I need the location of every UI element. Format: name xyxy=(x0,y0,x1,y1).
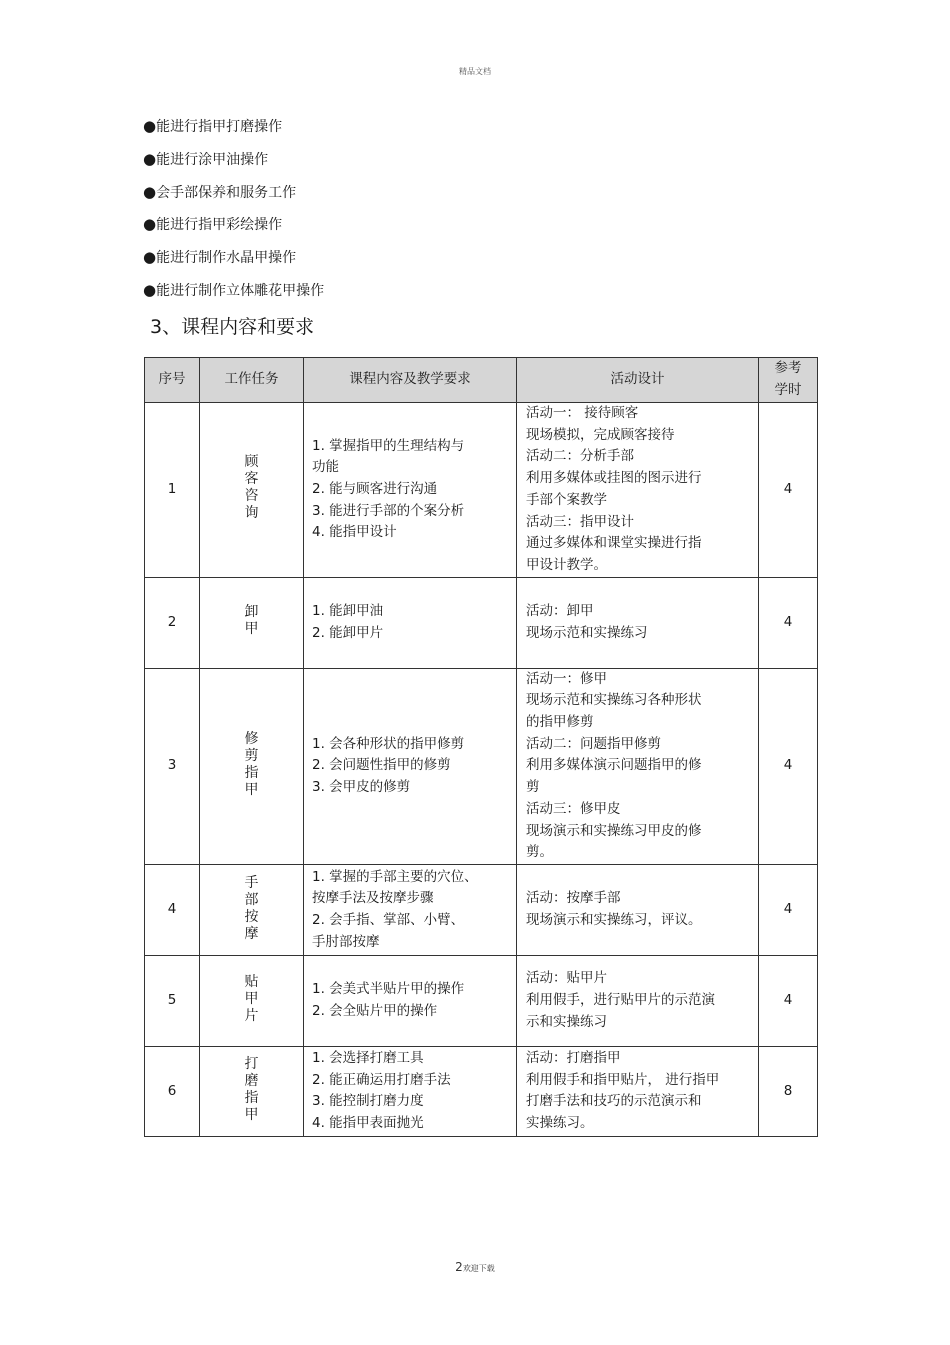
table-row xyxy=(145,955,818,1046)
objective-item: ●能进行涂甲油操作 xyxy=(143,149,269,168)
cell-content xyxy=(304,403,517,578)
activity-line: 实操练习。 xyxy=(526,1115,594,1132)
activity-line: 剪。 xyxy=(526,844,553,861)
bullet-icon: ● xyxy=(143,117,157,135)
activity-line: 活动：打磨指甲 xyxy=(526,1050,621,1067)
objective-item: ●能进行制作立体雕花甲操作 xyxy=(143,280,325,299)
objective-item: ●能进行指甲彩绘操作 xyxy=(143,215,283,234)
objective-list xyxy=(143,116,324,313)
cell-task xyxy=(200,864,304,955)
cell-hours: 4 xyxy=(759,864,818,955)
content-line: 3. 会甲皮的修剪 xyxy=(312,779,411,796)
cell-num: 6 xyxy=(145,1046,200,1136)
cell-content xyxy=(304,864,517,955)
cell-num: 4 xyxy=(145,864,200,955)
page-number: 2 xyxy=(455,1260,463,1274)
activity-line: 打磨手法和技巧的示范演示和 xyxy=(526,1093,702,1110)
activity-line: 活动一： 接待顾客 xyxy=(526,405,639,421)
activity-line: 活动：按摩手部 xyxy=(526,890,621,907)
cell-activity xyxy=(517,1046,759,1136)
cell-task xyxy=(200,1046,304,1136)
cell-content xyxy=(304,955,517,1046)
content-line: 1. 会各种形状的指甲修剪 xyxy=(312,735,465,752)
cell-hours: 4 xyxy=(759,955,818,1046)
activity-line: 剪 xyxy=(526,779,540,796)
activity-line: 活动：贴甲片 xyxy=(526,970,607,987)
cell-num: 1 xyxy=(145,403,200,578)
header-hours: 参考 学时 xyxy=(759,358,818,403)
bullet-icon: ● xyxy=(143,182,157,201)
content-line: 1. 能卸甲油 xyxy=(312,602,384,619)
activity-line: 活动三：修甲皮 xyxy=(526,800,621,817)
content-line: 1. 会选择打磨工具 xyxy=(312,1050,424,1067)
content-line: 1. 掌握的手部主要的穴位、 xyxy=(312,868,478,885)
cell-task xyxy=(200,668,304,864)
activity-line: 手部个案教学 xyxy=(526,491,607,508)
activity-line: 通过多媒体和课堂实操进行指 xyxy=(526,535,702,552)
cell-hours: 8 xyxy=(759,1046,818,1136)
task-label: 打磨指甲 xyxy=(244,1056,259,1124)
table-row xyxy=(145,403,818,578)
cell-activity xyxy=(517,955,759,1046)
activity-line: 利用假手和指甲贴片， 进行指甲 xyxy=(526,1071,720,1088)
bullet-icon: ● xyxy=(143,280,157,299)
activity-line: 活动一：修甲 xyxy=(526,670,607,687)
cell-task xyxy=(200,955,304,1046)
task-label: 贴甲片 xyxy=(244,974,259,1025)
table-row xyxy=(145,864,818,955)
content-line: 4. 能指甲表面抛光 xyxy=(312,1115,424,1132)
cell-num: 2 xyxy=(145,577,200,668)
activity-line: 现场模拟，完成顾客接待 xyxy=(526,426,675,443)
cell-hours: 4 xyxy=(759,668,818,864)
footer-text: 欢迎下载 xyxy=(462,1264,495,1273)
cell-activity xyxy=(517,577,759,668)
content-line: 1. 会美式半贴片甲的操作 xyxy=(312,981,465,998)
activity-line: 的指甲修剪 xyxy=(526,714,594,731)
activity-line: 活动二：问题指甲修剪 xyxy=(526,735,661,752)
cell-hours: 4 xyxy=(759,403,818,578)
activity-line: 利用假手，进行贴甲片的示范演 xyxy=(526,992,715,1009)
cell-activity xyxy=(517,864,759,955)
activity-line: 活动：卸甲 xyxy=(526,602,594,619)
content-line: 1. 掌握指甲的生理结构与 xyxy=(312,437,465,454)
course-table xyxy=(144,357,818,1137)
table-header-row xyxy=(145,358,818,403)
objective-item: ●能进行指甲打磨操作 xyxy=(143,117,283,135)
cell-task xyxy=(200,577,304,668)
cell-content xyxy=(304,668,517,864)
content-line: 3. 能控制打磨力度 xyxy=(312,1093,424,1110)
activity-line: 现场示范和实操练习各种形状 xyxy=(526,692,702,709)
cell-content xyxy=(304,1046,517,1136)
content-line: 按摩手法及按摩步骤 xyxy=(312,890,434,907)
content-line: 功能 xyxy=(312,459,339,476)
cell-task xyxy=(200,403,304,578)
objective-item: ●会手部保养和服务工作 xyxy=(143,182,297,201)
page-footer xyxy=(0,1260,950,1274)
table-row xyxy=(145,577,818,668)
cell-hours: 4 xyxy=(759,577,818,668)
page-header: 精品文档 xyxy=(459,67,491,76)
activity-line: 现场示范和实操练习 xyxy=(526,624,648,641)
activity-line: 活动三：指甲设计 xyxy=(526,513,634,530)
task-label: 修剪指甲 xyxy=(244,730,259,798)
task-label: 卸甲 xyxy=(244,604,259,638)
content-line: 2. 能正确运用打磨手法 xyxy=(312,1071,451,1088)
content-line: 2. 会手指、掌部、小臂、 xyxy=(312,911,465,928)
cell-num: 3 xyxy=(145,668,200,864)
content-line: 2. 能卸甲片 xyxy=(312,624,384,641)
task-label: 顾客咨询 xyxy=(244,454,259,522)
content-line: 2. 会全贴片甲的操作 xyxy=(312,1002,438,1019)
objective-item: ●能进行制作水晶甲操作 xyxy=(143,248,297,267)
header-content: 课程内容及教学要求 xyxy=(304,358,517,403)
bullet-icon: ● xyxy=(143,149,157,168)
content-line: 手肘部按摩 xyxy=(312,933,380,950)
activity-line: 甲设计教学。 xyxy=(526,556,607,573)
content-line: 4. 能指甲设计 xyxy=(312,524,397,541)
activity-line: 利用多媒体或挂图的图示进行 xyxy=(526,470,702,487)
header-num: 序号 xyxy=(145,358,200,403)
bullet-icon: ● xyxy=(143,248,157,267)
table-row xyxy=(145,668,818,864)
cell-activity xyxy=(517,668,759,864)
header-activity: 活动设计 xyxy=(517,358,759,403)
section-title: 3、课程内容和要求 xyxy=(150,316,315,338)
activity-line: 活动二：分析手部 xyxy=(526,448,634,465)
bullet-icon: ● xyxy=(143,215,157,234)
content-line: 2. 能与顾客进行沟通 xyxy=(312,480,438,497)
task-label: 手部按摩 xyxy=(244,874,259,942)
cell-content xyxy=(304,577,517,668)
activity-line: 利用多媒体演示问题指甲的修 xyxy=(526,757,702,774)
content-line: 3. 能进行手部的个案分析 xyxy=(312,502,465,519)
table-row xyxy=(145,1046,818,1136)
content-line: 2. 会问题性指甲的修剪 xyxy=(312,757,451,774)
cell-activity xyxy=(517,403,759,578)
activity-line: 示和实操练习 xyxy=(526,1013,607,1030)
cell-num: 5 xyxy=(145,955,200,1046)
activity-line: 现场演示和实操练习，评议。 xyxy=(526,911,702,928)
header-task: 工作任务 xyxy=(200,358,304,403)
activity-line: 现场演示和实操练习甲皮的修 xyxy=(526,822,702,839)
